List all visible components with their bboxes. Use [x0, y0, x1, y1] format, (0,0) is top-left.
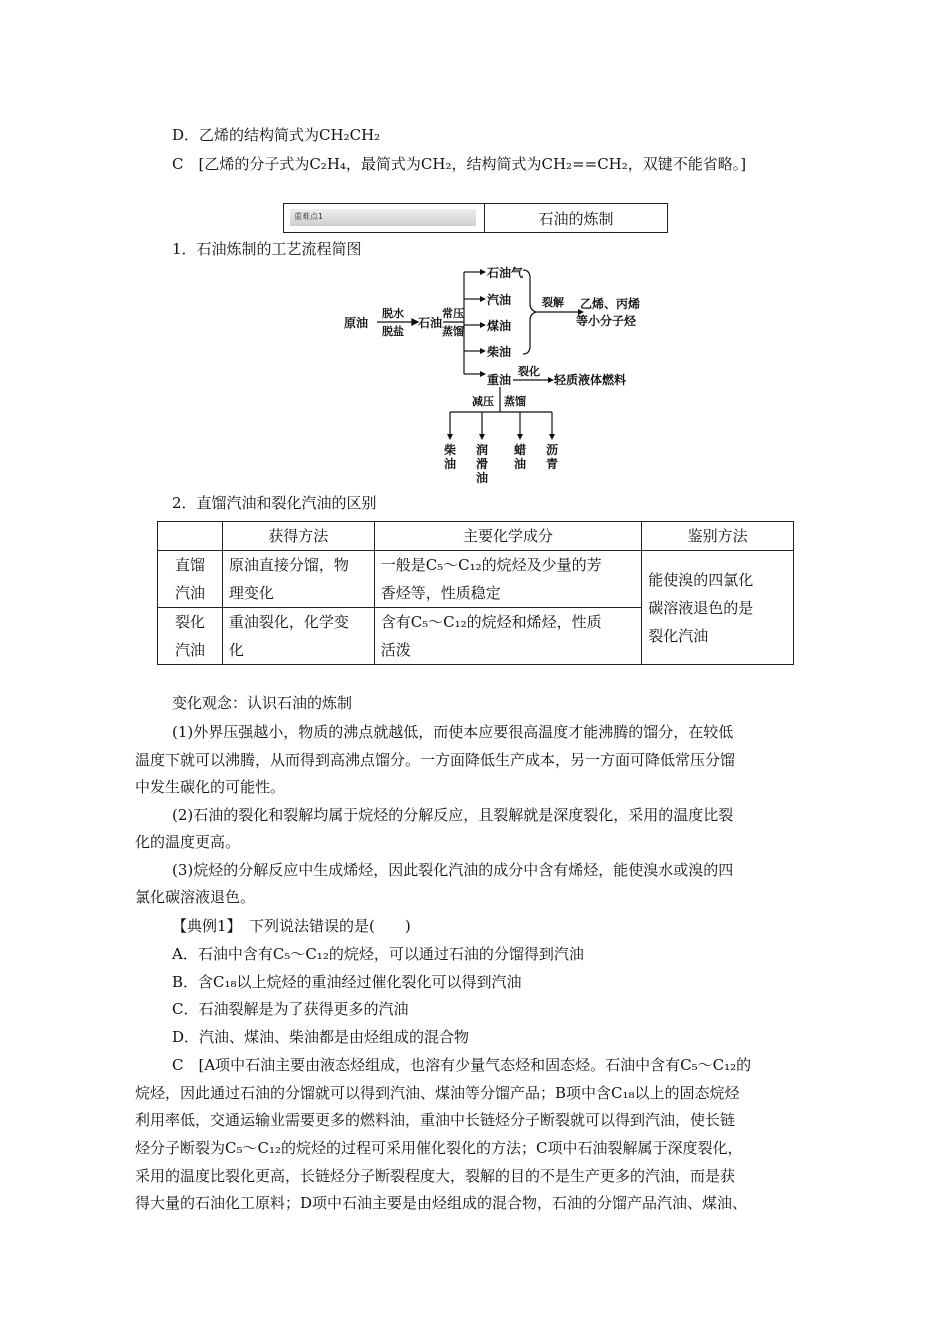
flow-desalt-top: 脱水: [382, 307, 404, 320]
example-answer-l3: 利用率低，交通运输业需要更多的燃料油，重油中长链烃分子断裂就可以得到汽油，使长链: [135, 1111, 736, 1129]
flow-light-fuel: 轻质液体燃料: [554, 373, 627, 387]
flow-crack-label: 裂解: [542, 296, 564, 309]
example-option-d: D．汽油、煤油、柴油都是由烃组成的混合物: [172, 1028, 470, 1046]
flow-vac-product-1c: 油: [476, 471, 489, 484]
flow-vac-product-1b: 滑: [476, 457, 489, 471]
example-answer-l5: 采用的温度比裂化更高，长链烃分子断裂程度大，裂解的目的不是生产更多的汽油，而是获: [135, 1167, 736, 1185]
row1-name: 直馏 汽油: [158, 551, 223, 608]
section-badge: 重难点1: [290, 209, 476, 226]
flow-product-3: 柴油: [487, 345, 512, 359]
row2-composition: 含有C₅～C₁₂的烷烃和烯烃，性质 活泼: [374, 608, 642, 665]
table-row: [158, 551, 794, 608]
table-header-2: 主要化学成分: [374, 522, 642, 551]
flow-crack-product-2: 等小分子烃: [576, 314, 637, 328]
option-d: D．乙烯的结构简式为CH₂CH₂: [172, 126, 381, 144]
refining-flow-diagram: [330, 262, 650, 484]
flow-crude: 原油: [344, 316, 369, 330]
flow-vac-product-2b: 油: [514, 457, 527, 471]
row1-method: 原油直接分馏，物 理变化: [222, 551, 374, 608]
flow-heavy: 重油: [487, 373, 512, 387]
example-answer-l1: C [A项中石油主要由液态烃组成，也溶有少量气态烃和固态烃。石油中含有C₅～C₁₂的: [172, 1056, 752, 1074]
section-header: [283, 203, 668, 233]
table-header-0: [158, 522, 223, 551]
example-answer-l2: 烷烃，因此通过石油的分馏就可以得到汽油、煤油等分馏产品；B项中含C₁₈以上的固态烷烃: [135, 1084, 740, 1102]
concept-title: 变化观念：认识石油的炼制: [172, 694, 353, 712]
flow-vac-product-2a: 蜡: [514, 443, 527, 457]
example-answer-l4: 烃分子断裂为C₅～C₁₂的烷烃的过程可采用催化裂化的方法；C项中石油裂解属于深度裂化，: [135, 1139, 743, 1157]
concept-p1-l3: 中发生碳化的可能性。: [135, 778, 286, 796]
item-2-heading: 2．直馏汽油和裂化汽油的区别: [172, 494, 377, 512]
concept-p3-l2: 氯化碳溶液退色。: [135, 888, 256, 906]
concept-p3-l1: (3)烷烃的分解反应中生成烯烃，因此裂化汽油的成分中含有烯烃，能使溴水或溴的四: [172, 861, 734, 879]
section-title: 石油的炼制: [538, 210, 614, 228]
example-answer-l6: 得大量的石油化工原料；D项中石油主要是由烃组成的混合物，石油的分馏产品汽油、煤油、: [135, 1194, 748, 1212]
flow-vac-product-1a: 润: [476, 443, 489, 457]
flow-vac-product-0a: 柴: [444, 443, 457, 457]
example-option-b: B．含C₁₈以上烷烃的重油经过催化裂化可以得到汽油: [172, 973, 522, 991]
item-1-heading: 1．石油炼制的工艺流程简图: [172, 240, 362, 258]
flow-oil: 石油: [418, 316, 443, 330]
flow-product-2: 煤油: [487, 319, 512, 333]
identify-method: 能使溴的四氯化 碳溶液退色的是 裂化汽油: [642, 551, 794, 665]
concept-p2-l2: 化的温度更高。: [135, 833, 241, 851]
flow-vac-product-3b: 青: [546, 457, 559, 471]
answer-1: C [乙烯的分子式为C₂H₄，最简式为CH₂，结构简式为CH₂==CH₂，双键不能省略。]: [172, 155, 747, 173]
example-option-a: A．石油中含有C₅～C₁₂的烷烃，可以通过石油的分馏得到汽油: [172, 945, 584, 963]
flow-atm-top: 常压: [442, 307, 464, 320]
row2-name: 裂化 汽油: [158, 608, 223, 665]
example-label: 【典例1】 下列说法错误的是( ): [172, 917, 411, 935]
flow-atm-bottom: 蒸馏: [442, 325, 464, 338]
flow-desalt-bottom: 脱盐: [382, 325, 404, 338]
concept-p1-l1: (1)外界压强越小，物质的沸点就越低，而使本应要很高温度才能沸腾的馏分，在较低: [172, 723, 734, 741]
flow-product-1: 汽油: [487, 293, 512, 307]
concept-p1-l2: 温度下就可以沸腾，从而得到高沸点馏分。一方面降低生产成本，另一方面可降低常压分馏: [135, 751, 736, 769]
flow-vac-2: 蒸馏: [504, 395, 526, 408]
example-option-c: C．石油裂解是为了获得更多的汽油: [172, 1000, 409, 1018]
table-header-1: 获得方法: [222, 522, 374, 551]
table-header-3: 鉴别方法: [642, 522, 794, 551]
flow-vac-product-3a: 沥: [546, 443, 559, 457]
concept-p2-l1: (2)石油的裂化和裂解均属于烷烃的分解反应，且裂解就是深度裂化，采用的温度比裂: [172, 806, 734, 824]
flow-product-0: 石油气: [487, 266, 524, 280]
gasoline-comparison-table: [157, 521, 794, 665]
flow-vac-product-0b: 油: [444, 457, 457, 471]
row2-method: 重油裂化，化学变 化: [222, 608, 374, 665]
flow-cat-label: 裂化: [518, 365, 540, 378]
flow-vac-1: 减压: [472, 395, 494, 408]
flow-crack-product-1: 乙烯、丙烯: [580, 297, 641, 311]
row1-composition: 一般是C₅～C₁₂的烷烃及少量的芳 香烃等，性质稳定: [374, 551, 642, 608]
